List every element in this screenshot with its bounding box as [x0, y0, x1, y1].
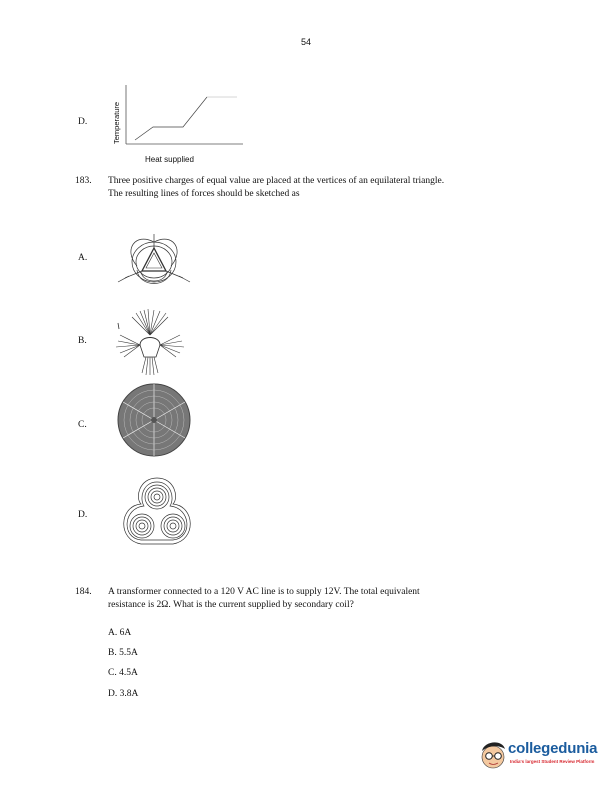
q183-line2: The resulting lines of forces should be sketched as	[108, 189, 300, 199]
graph-ylabel: Temperature	[112, 101, 121, 144]
temperature-graph	[105, 80, 265, 170]
brand-tagline: India's largest Student Review Platform	[510, 759, 595, 764]
q184-line2: resistance is 2Ω. What is the current supplied by secondary coil?	[108, 600, 354, 610]
q184-choice-a: A. 6A	[108, 628, 132, 638]
collegedunia-logo	[478, 735, 603, 780]
figure-option-c	[115, 380, 195, 460]
graph-curve	[135, 97, 207, 140]
mascot-icon	[478, 737, 508, 775]
q183-option-d-label: D.	[78, 510, 88, 520]
figure-option-a	[115, 230, 195, 295]
brand-name: collegedunia	[508, 740, 598, 757]
q184-choice-d: D. 3.8A	[108, 689, 139, 699]
figure-option-d	[115, 470, 200, 555]
page-number: 54	[300, 37, 311, 47]
q183-option-a-label: A.	[78, 253, 88, 263]
prev-option-d-label: D.	[78, 117, 88, 127]
figure-option-b	[110, 305, 190, 377]
q183-option-b-label: B.	[78, 336, 87, 346]
graph-xlabel: Heat supplied	[145, 155, 194, 164]
q184-line1: A transformer connected to a 120 V AC line is to supply 12V. The total equivalent	[108, 587, 420, 597]
q184-choice-c: C. 4.5A	[108, 668, 138, 678]
q183-option-c-label: C.	[78, 420, 87, 430]
q183-number: 183.	[75, 176, 92, 186]
q184-choice-b: B. 5.5A	[108, 648, 138, 658]
q183-line1: Three positive charges of equal value are placed at the vertices of an equilateral triangle.	[108, 176, 445, 186]
q184-number: 184.	[75, 587, 92, 597]
